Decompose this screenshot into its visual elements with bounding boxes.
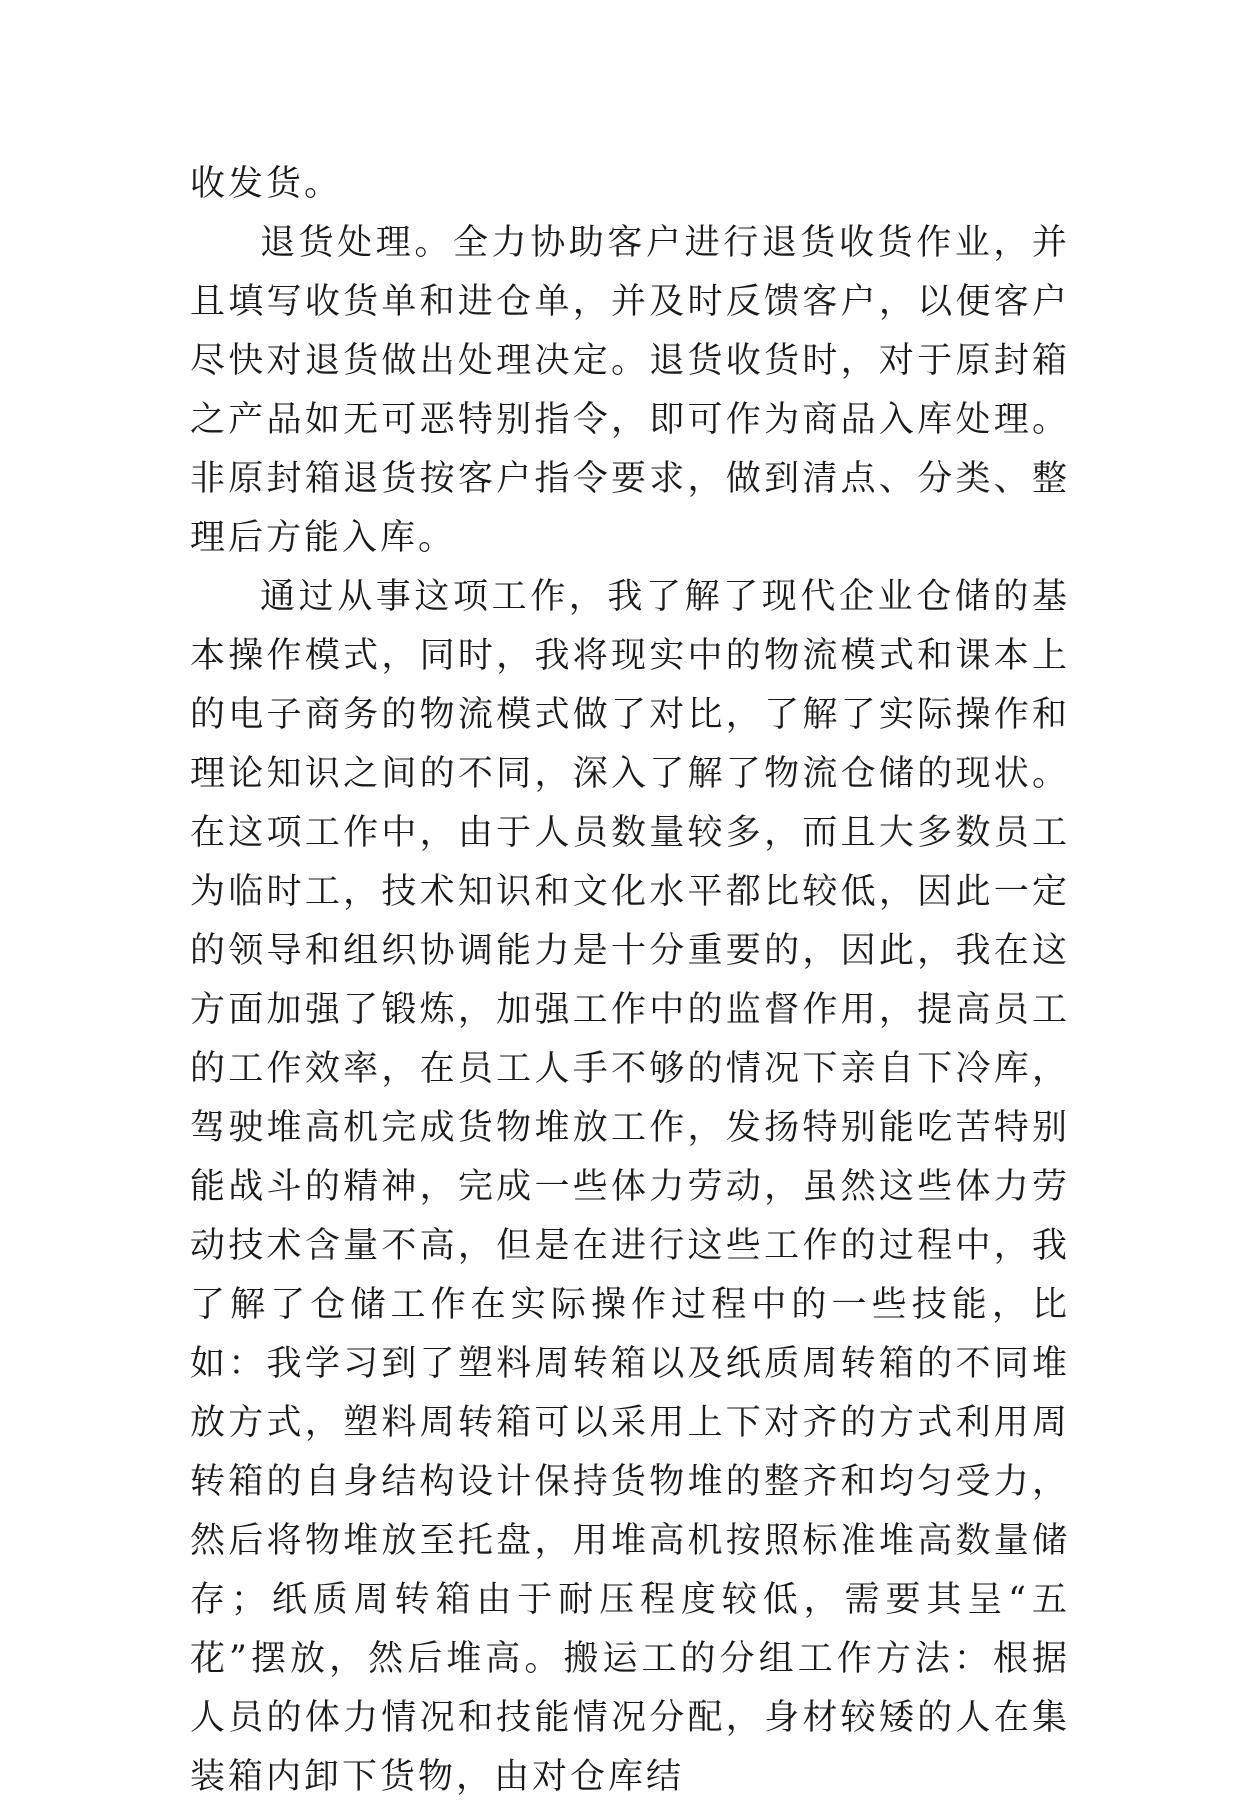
paragraph-continuation: 收发货。 [190,164,343,204]
paragraph-return-handling: 退货处理。全力协助客户进行退货收货作业，并且填写收货单和进仓单，并及时反馈客户，以便客户尽快对退货做出处理决定。退货收货时，对于原封箱之产品如无可恶特别指令，即可作为商品入库处理。非原封箱退货按客户指令要求，做到清点、分类、整理后方能入库。 [190,223,1070,558]
paragraph-work-experience: 通过从事这项工作，我了解了现代企业仓储的基本操作模式，同时，我将现实中的物流模式和课本上的电子商务的物流模式做了对比，了解了实际操作和理论知识之间的不同，深入了解了物流仓储的现状。在这项工作中，由于人员数量较多，而且大多数员工为临时工，技术知识和文化水平都比较低，因此一定的领导和组织协调能力是十分重要的，因此，我在这方面加强了锻炼，加强工作中的监督作用，提高员工的工作效率，在员工人手不够的情况下亲自下冷库，驾驶堆高机完成货物堆放工作，发扬特别能吃苦特别能战斗的精神，完成一些体力劳动，虽然这些体力劳动技术含量不高，但是在进行这些工作的过程中，我了解了仓储工作在实际操作过程中的一些技能，比如：我学习到了塑料周转箱以及纸质周转箱的不同堆放方式，塑料周转箱可以采用上下对齐的方式利用周转箱的自身结构设计保持货物堆的整齐和均匀受力，然后将物堆放至托盘，用堆高机按照标准堆高数量储存；纸质周转箱由于耐压程度较低，需要其呈“五花”摆放，然后堆高。搬运工的分组工作方法：根据人员的体力情况和技能情况分配，身材较矮的人在集装箱内卸下货物，由对仓库结 [190,577,1070,1797]
body-text [190,155,1070,1807]
